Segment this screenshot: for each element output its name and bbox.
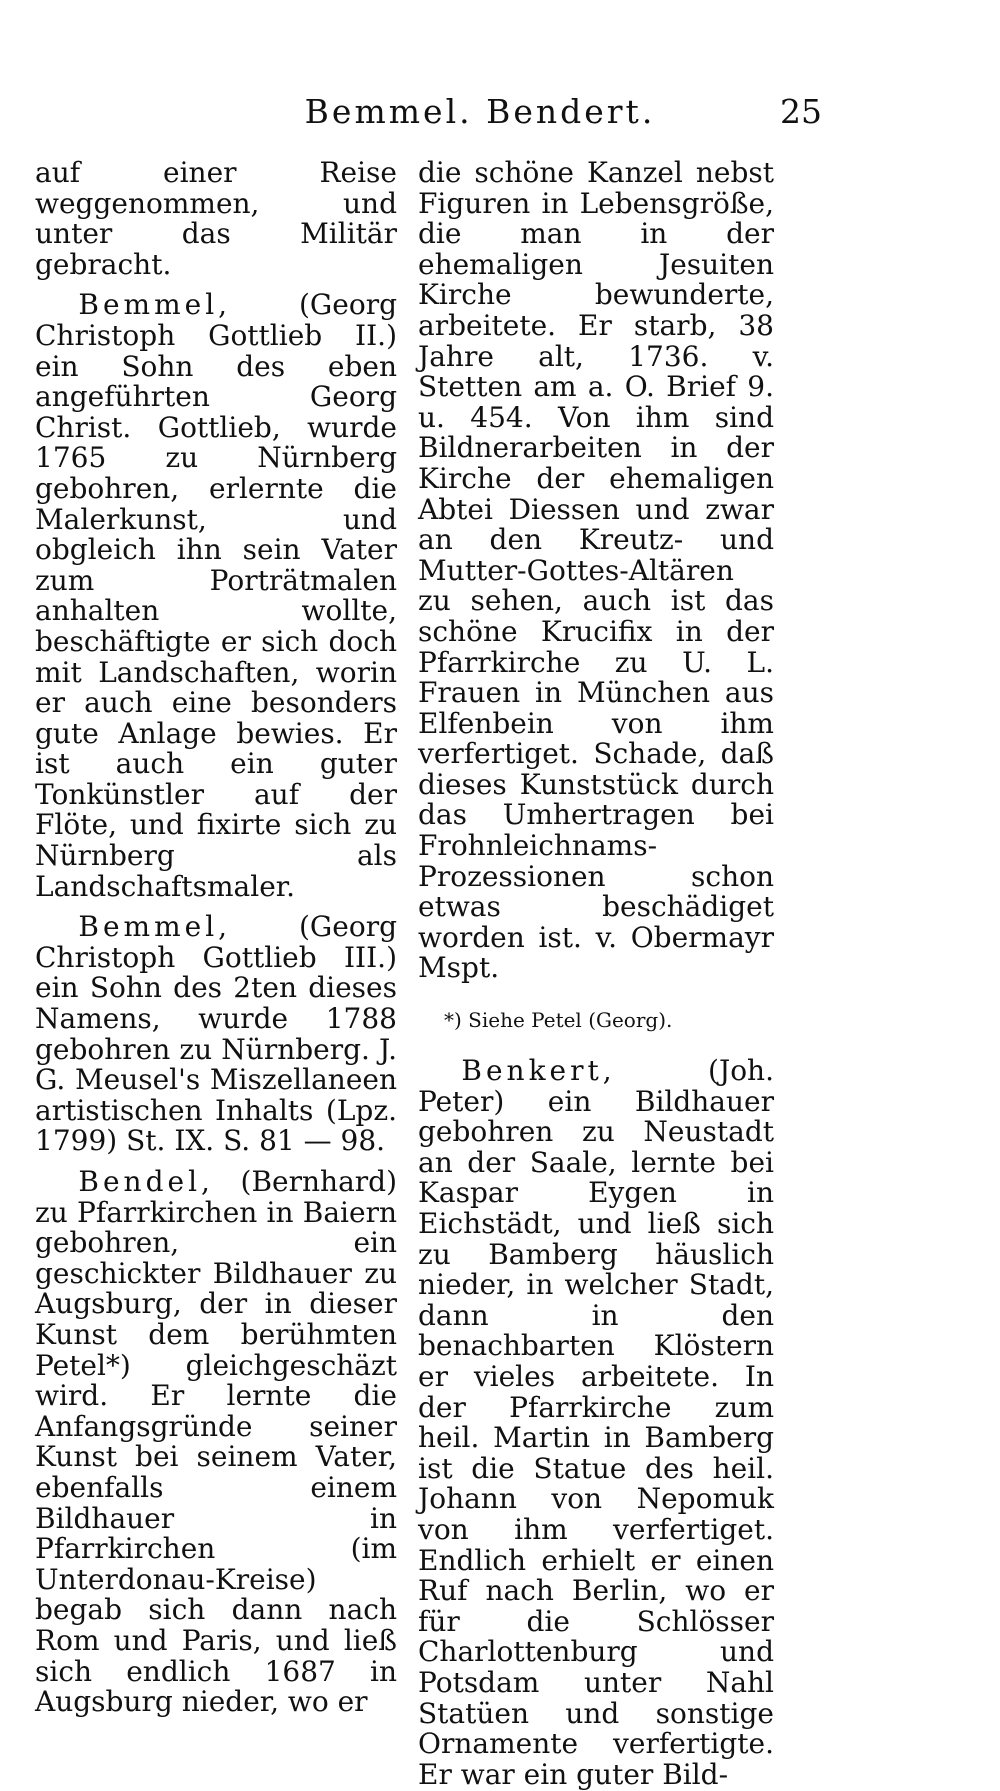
entry-headword: Benkert, bbox=[461, 1054, 616, 1088]
entry-body: (Georg Christoph Gottlieb II.) ein Sohn des eben angeführten Georg Christ. Gottlieb, wurde 1765 zu Nürnberg gebohren, erlernte die Malerkunst, und obgleich ihn sein Vater zum Porträtmalen anhalten wollte, beschäftigte er sich doch mit Landschaften, worin er auch eine besonders gute Anlage bewies. Er ist auch ein guter Tonkünstler auf der Flöte, und fixirte sich zu Nürnberg als Landschaftsmaler. bbox=[35, 288, 397, 903]
entry-bemmel-ii bbox=[35, 290, 397, 902]
entry-headword: Bendel, bbox=[78, 1165, 214, 1198]
entry-benkert bbox=[418, 1056, 774, 1790]
right-column bbox=[418, 158, 774, 1790]
footnote: *) Siehe Petel (Georg). bbox=[444, 1008, 673, 1033]
page-number: 25 bbox=[780, 92, 822, 131]
continuation-text: auf einer Reise weggenommen, und unter das Militär gebracht. bbox=[35, 156, 397, 281]
entry-body: (Joh. Peter) ein Bildhauer gebohren zu Neustadt an der Saale, lernte bei Kaspar Eygen in Eichstädt, und ließ sich zu Bamberg häuslich nieder, in welcher Stadt, dann in den benachbarten Klöstern er vieles arbeitete. In der Pfarrkirche zum heil. Martin in Bamberg ist die Statue des heil. Johann von Nepomuk von ihm verfertiget. Endlich erhielt er einen Ruf nach Berlin, wo er für die Schlösser Charlottenburg und Potsdam unter Nahl Statüen und sonstige Ornamente verfertigte. Er war ein guter Bild- bbox=[418, 1054, 774, 1791]
entry-bendel bbox=[35, 1167, 397, 1718]
entry-bemmel-iii bbox=[35, 912, 397, 1157]
left-column bbox=[35, 158, 397, 1718]
entry-body: (Bernhard) zu Pfarrkirchen in Baiern gebohren, ein geschickter Bildhauer zu Augsburg, der in dieser Kunst dem berühmten Petel*) gleichgeschäzt wird. Er lernte die Anfangsgründe seiner Kunst bei seinem Vater, ebenfalls einem Bildhauer in Pfarrkirchen (im Unterdonau-Kreise) begab sich dann nach Rom und Paris, und ließ sich endlich 1687 in Augsburg nieder, wo er bbox=[35, 1165, 397, 1719]
page-header bbox=[0, 92, 1000, 142]
entry-headword: Bemmel, bbox=[78, 910, 232, 944]
continuation-text: die schöne Kanzel nebst Figuren in Lebensgröße, die man in der ehemaligen Jesuiten Kirche bewunderte, arbeitete. Er starb, 38 Jahre alt, 1736. v. Stetten am a. O. Brief 9. u. 454. Von ihm sind Bildnerarbeiten in der Kirche der ehemaligen Abtei Diessen und zwar an den Kreutz- und Mutter-Gottes-Altären zu sehen, auch ist das schöne Krucifix in der Pfarrkirche zu U. L. Frauen in München aus Elfenbein von ihm verfertiget. Schade, daß dieses Kunststück durch das Umhertragen bei Frohnleichnams-Prozessionen schon etwas beschädiget worden ist. v. Obermayr Mspt. bbox=[418, 156, 774, 985]
entry-body: (Georg Christoph Gottlieb III.) ein Sohn des 2ten dieses Namens, wurde 1788 gebohren zu Nürnberg. J. G. Meusel's Miszellaneen artistischen Inhalts (Lpz. 1799) St. IX. S. 81 — 98. bbox=[35, 910, 397, 1158]
entry-headword: Bemmel, bbox=[78, 288, 232, 322]
running-head: Bemmel. Bendert. bbox=[304, 92, 656, 131]
